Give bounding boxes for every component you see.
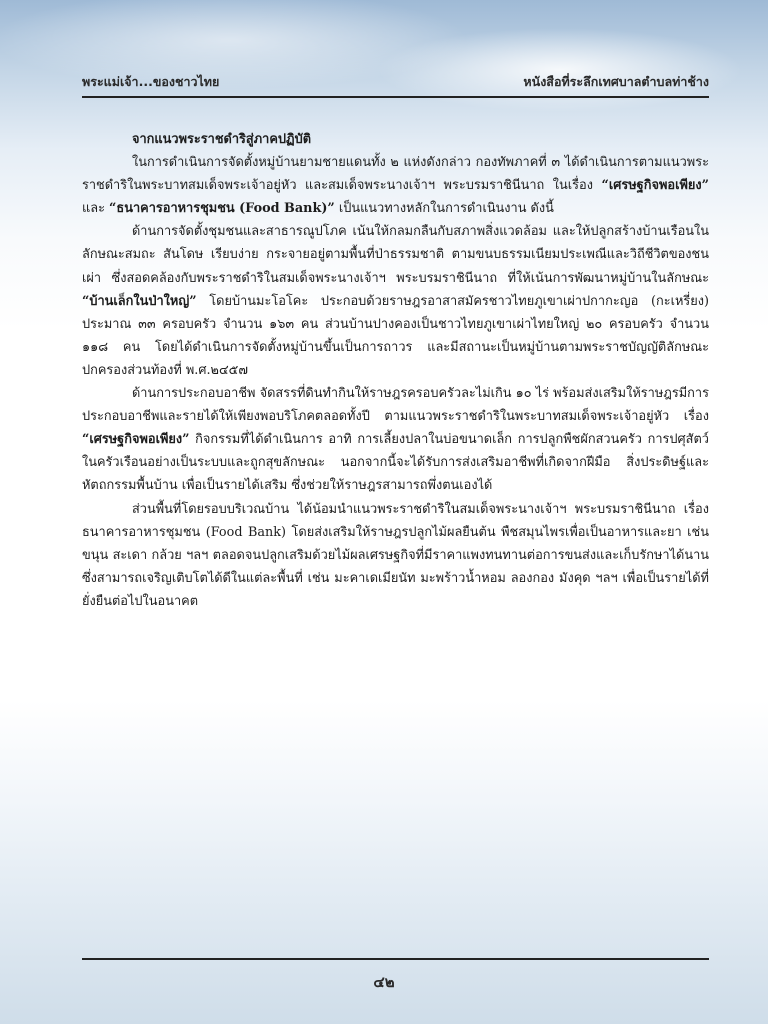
article-body [82,128,709,613]
header-publication-title: หนังสือที่ระลึกเทศบาลตำบลท่าช้าง [523,74,709,89]
running-header [82,70,709,98]
footer-divider [82,958,709,960]
paragraph-1-text-e: เป็นแนวทางหลักในการดำเนินงาน ดังนี้ [334,201,554,217]
paragraph-2-text-a: ด้านการจัดตั้งชุมชนและสาธารณูปโภค เน้นให้กลมกลืนกับสภาพสิ่งแวดล้อม และให้ปลูกสร้างบ้านเรือนในลักษณะสมถะ สันโดษ เรียบง่าย กระจายอยู่ตามพื้นที่ป่าธรรมชาติ ตามขนบธรรมเนียมประเพณีและวิถีชีวิตของชนเผ่า ซึ่งสอดคล้องกับพระราชดำริในสมเด็จพระนางเจ้าฯ พระบรมราชินีนาถ ที่ให้เน้นการพัฒนาหมู่บ้านในลักษณะ [82,224,709,286]
paragraph-1-text-a: ในการดำเนินการจัดตั้งหมู่บ้านยามชายแดนทั้ง ๒ แห่งดังกล่าว กองทัพภาคที่ ๓ ได้ดำเนินการตามแนวพระราชดำริในพระบาทสมเด็จพระเจ้าอยู่หัว และสมเด็จพระนางเจ้าฯ พระบรมราชินีนาถ ในเรื่อง [82,155,709,194]
section-title: จากแนวพระราชดำริสู่ภาคปฏิบัติ [132,132,312,147]
paragraph-4: ส่วนพื้นที่โดยรอบบริเวณบ้าน ได้น้อมนำแนวพระราชดำริในสมเด็จพระนางเจ้าฯ พระบรมราชินีนาถ เรื่องธนาคารอาหารชุมชน (Food Bank) โดยส่งเสริมให้ราษฎรปลูกไม้ผลยืนต้น พืชสมุนไพรเพื่อเป็นอาหารและยา เช่น ขนุน สะเดา กล้วย ฯลฯ ตลอดจนปลูกเสริมด้วยไม้ผลเศรษฐกิจที่มีราคาแพงทนทานต่อการขนส่งและเก็บรักษาได้นาน ซึ่งสามารถเจริญเติบโตได้ดีในแต่ละพื้นที่ เช่น มะคาเดเมียนัท มะพร้าวน้ำหอม ลองกอง มังคุด ฯลฯ เพื่อเป็นรายได้ที่ยั่งยืนต่อไปในอนาคต [82,501,709,609]
paragraph-2 [82,220,709,382]
paragraph-1-text-c: และ [82,201,110,217]
paragraph-3-text-c: กิจกรรมที่ได้ดำเนินการ อาทิ การเลี้ยงปลาในบ่อขนาดเล็ก การปลูกพืชผักสวนครัว การปศุสัตว์ในครัวเรือนอย่างเป็นระบบและถูกสุขลักษณะ นอกจากนี้จะได้รับการส่งเสริมอาชีพที่เกิดจากฝีมือ สิ่งประดิษฐ์และหัตถกรรมพื้นบ้าน เพื่อเป็นรายได้เสริม ซึ่งช่วยให้ราษฎรสามารถพึ่งตนเองได้ [82,432,709,494]
paragraph-1-emphasis-sufficiency-economy: “เศรษฐกิจพอเพียง” [601,178,709,194]
header-book-title: พระแม่เจ้า...ของชาวไทย [82,74,220,89]
paragraph-3-emphasis-sufficiency-economy: “เศรษฐกิจพอเพียง” [82,432,190,448]
page-number: ๔๒ [373,973,395,991]
paragraph-2-emphasis-small-home-big-forest: “บ้านเล็กในป่าใหญ่” [82,293,197,309]
paragraph-3-text-a: ด้านการประกอบอาชีพ จัดสรรที่ดินทำกินให้ราษฎรครอบครัวละไม่เกิน ๑๐ ไร่ พร้อมส่งเสริมให้ราษฎรมีการประกอบอาชีพและรายได้ให้เพียงพอบริโภคตลอดทั้งปี ตามแนวพระราชดำริในพระบาทสมเด็จพระเจ้าอยู่หัว เรื่อง [82,386,709,425]
paragraph-1-emphasis-food-bank: “ธนาคารอาหารชุมชน (Food Bank)” [109,201,335,217]
paragraph-3 [82,382,709,497]
paragraph-2-text-c: โดยบ้านมะโอโคะ ประกอบด้วยราษฎรอาสาสมัครชาวไทยภูเขาเผ่าปกากะญอ (กะเหรี่ยง) ประมาณ ๓๓ ครอบครัว จำนวน ๑๖๓ คน ส่วนบ้านปางคองเป็นชาวไทยภูเขาเผ่าไทยใหญ่ ๒๐ ครอบครัว จำนวน ๑๑๘ คน โดยได้ดำเนินการจัดตั้งหมู่บ้านขึ้นเป็นการถาวร และมีสถานะเป็นหมู่บ้านตามพระราชบัญญัติลักษณะปกครองส่วนท้องที่ พ.ศ.๒๔๕๗ [82,293,709,378]
paragraph-1 [82,151,709,220]
